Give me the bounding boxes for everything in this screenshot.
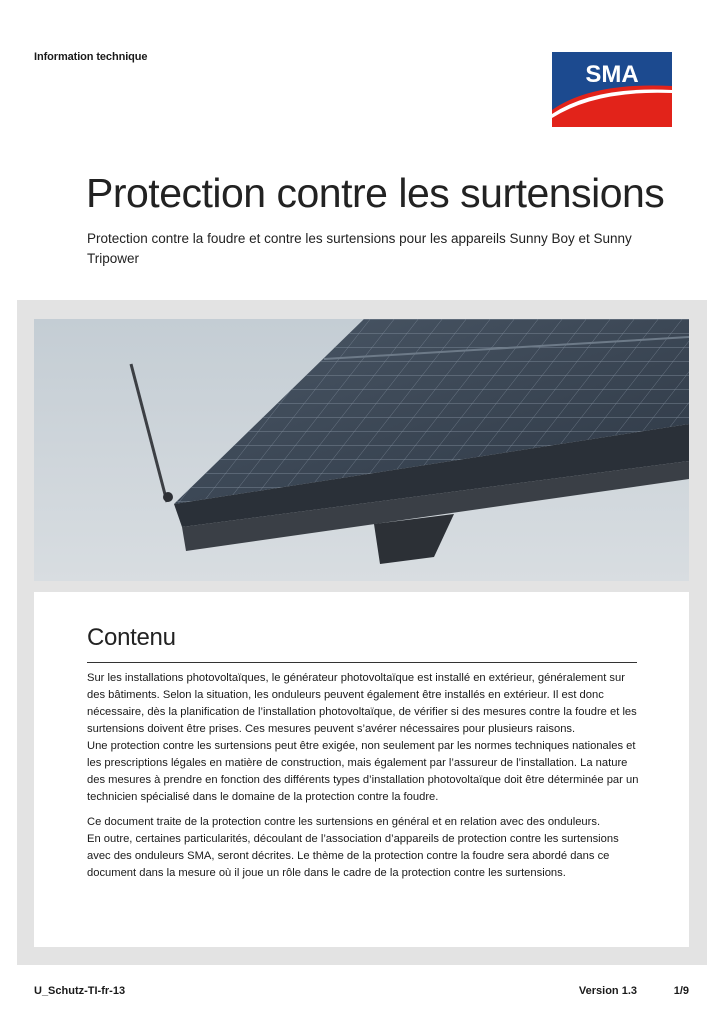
solar-panel-photo (34, 319, 689, 581)
heading-divider (87, 662, 637, 663)
body-paragraph: Ce document traite de la protection contre les surtensions en général et en relation avec des onduleurs. En outre, certaines particularités, découlant de l’association d’appareils de protection contre les surtensions avec des onduleurs SMA, seront décrites. Le thème de la protection contre la foudre sera abordé dans ce document dans la mesure où il joue un rôle dans le cadre de la protection contre les surtensions. (87, 816, 619, 879)
body-paragraph: Sur les installations photovoltaïques, le générateur photovoltaïque est installé en extérieur, généralement sur des bâtiments. Selon la situation, les onduleurs peuvent également être installés en extérieur. Il est donc nécessaire, dès la planification de l’installation photovoltaïque, de vérifier si des mesures contre la foudre et les surtensions doivent être prises. Ces mesures peuvent s’avérer nécessaires pour plusieurs raisons. Une protection contre les surtensions peut être exigée, non seulement par les normes techniques nationales et les prescriptions légales en matière de construction, mais également par l’assureur de l’installation. La nature des mesures à prendre en fonction des différents types d’installation photovoltaïque doit être déterminée par un technicien spécialisé dans le domaine de la protection contre la foudre. (87, 672, 639, 803)
document-code: U_Schutz-TI-fr-13 (34, 985, 126, 997)
section-heading: Contenu (87, 624, 176, 651)
page-subtitle: Protection contre la foudre et contre les surtensions pour les appareils Sunny Boy et Sunny Tripower (87, 231, 632, 266)
section-body (87, 670, 639, 890)
page-number: 1/9 (673, 985, 689, 997)
version-label: Version 1.3 (578, 985, 637, 997)
logo-text: SMA (585, 61, 639, 88)
sma-logo (552, 52, 672, 127)
content-section (34, 592, 689, 947)
page-title: Protection contre les surtensions (86, 170, 665, 216)
document-type-label: Information technique (34, 51, 148, 63)
